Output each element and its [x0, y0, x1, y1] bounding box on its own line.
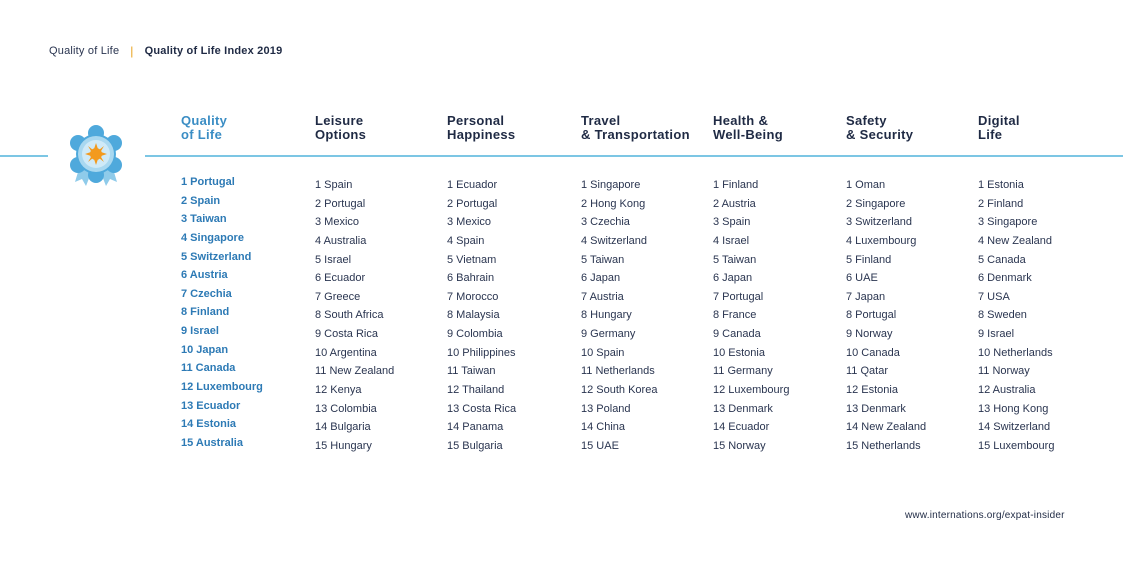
list-item: 3 Spain [713, 216, 751, 229]
list-item: 4 Israel [713, 234, 750, 247]
header-divider-left [0, 155, 48, 157]
column-header: Travel & Transportation [581, 113, 690, 142]
list-item: 4 Spain [447, 234, 485, 247]
list-item: 1 Ecuador [447, 179, 498, 191]
list-item: 2 Hong Kong [581, 197, 646, 210]
list-item: 11 Taiwan [447, 365, 496, 378]
list-item: 2 Finland [978, 197, 1024, 210]
list-item: 11 Canada [181, 362, 236, 375]
list-item: 13 Costa Rica [447, 402, 517, 415]
column-header: Safety & Security [846, 113, 914, 142]
list-item: 13 Denmark [713, 402, 773, 415]
list-item: 8 France [713, 309, 757, 322]
list-item: 2 Portugal [447, 197, 498, 210]
column-digital-life [978, 113, 1108, 452]
list-item: 2 Spain [181, 194, 221, 207]
list-item: 6 Japan [713, 272, 753, 285]
list-item: 3 Taiwan [181, 213, 227, 226]
list-item: 15 Australia [181, 436, 243, 449]
list-item: 15 Bulgaria [447, 439, 503, 452]
list-item: 9 Norway [846, 328, 893, 341]
list-item: 3 Mexico [315, 216, 360, 229]
list-item: 15 Hungary [315, 439, 372, 452]
list-item: 10 Argentina [315, 346, 377, 359]
list-item: 12 Luxembourg [181, 381, 263, 394]
list-item: 14 New Zealand [846, 421, 927, 434]
breadcrumb-separator: | [130, 44, 134, 58]
breadcrumb-current: Quality of Life Index 2019 [144, 45, 283, 57]
list-item: 2 Singapore [846, 197, 906, 210]
list-item: 5 Switzerland [181, 250, 252, 263]
list-item: 9 Costa Rica [315, 328, 378, 341]
list-item: 6 Japan [581, 272, 621, 285]
list-item: 9 Israel [978, 328, 1015, 341]
list-item: 11 Qatar [846, 365, 888, 378]
header-divider-right [145, 155, 1123, 157]
list-item: 1 Finland [713, 179, 759, 191]
list-item: 10 Netherlands [978, 346, 1053, 359]
list-item: 3 Czechia [581, 216, 630, 229]
list-item: 11 Germany [713, 365, 773, 378]
column-header: Digital Life [978, 113, 1020, 142]
list-item: 12 South Korea [581, 384, 658, 397]
list-item: 7 Japan [846, 290, 886, 303]
list-item: 8 Sweden [978, 309, 1027, 322]
list-item: 8 South Africa [315, 309, 384, 322]
list-item: 1 Oman [846, 179, 886, 191]
list-item: 13 Colombia [315, 402, 377, 415]
ranking-list [846, 176, 926, 456]
ranking-list [978, 176, 1054, 456]
list-item: 10 Estonia [713, 346, 765, 359]
list-item: 6 Austria [181, 269, 228, 282]
list-item: 4 Luxembourg [846, 234, 917, 247]
list-item: 9 Canada [713, 328, 761, 341]
list-item: 11 Norway [978, 365, 1030, 378]
list-item: 9 Colombia [447, 328, 503, 341]
ranking-list [447, 176, 516, 456]
list-item: 8 Malaysia [447, 309, 500, 322]
rosette-badge-icon [67, 124, 125, 188]
list-item: 11 Netherlands [581, 365, 655, 378]
list-item: 6 Denmark [978, 272, 1032, 285]
list-item: 4 New Zealand [978, 234, 1052, 247]
list-item: 12 Thailand [447, 384, 505, 397]
column-header: Leisure Options [315, 113, 367, 142]
column-travel-transportation [581, 113, 711, 452]
column-safety-security [846, 113, 976, 452]
list-item: 14 Panama [447, 421, 504, 434]
column-header: Personal Happiness [447, 113, 516, 142]
list-item: 9 Germany [581, 328, 636, 341]
column-header: Health & Well-Being [713, 113, 783, 142]
list-item: 7 Austria [581, 290, 624, 303]
column-header: Quality of Life [181, 113, 228, 142]
list-item: 8 Portugal [846, 309, 897, 322]
list-item: 1 Singapore [581, 179, 641, 191]
list-item: 5 Canada [978, 253, 1026, 266]
list-item: 14 Estonia [181, 418, 237, 431]
list-item: 12 Luxembourg [713, 384, 790, 397]
list-item: 2 Austria [713, 197, 756, 210]
list-item: 11 New Zealand [315, 365, 395, 378]
column-quality-of-life [181, 113, 311, 449]
list-item: 9 Israel [181, 325, 219, 338]
list-item: 4 Switzerland [581, 234, 648, 247]
list-item: 15 UAE [581, 439, 619, 452]
list-item: 15 Luxembourg [978, 439, 1055, 452]
ranking-list [315, 176, 394, 456]
list-item: 1 Estonia [978, 179, 1024, 191]
list-item: 5 Taiwan [581, 253, 625, 266]
list-item: 15 Norway [713, 439, 766, 452]
list-item: 7 Czechia [181, 287, 232, 300]
list-item: 2 Portugal [315, 197, 366, 210]
list-item: 4 Singapore [181, 231, 244, 244]
list-item: 12 Estonia [846, 384, 898, 397]
list-item: 8 Hungary [581, 309, 632, 322]
list-item: 13 Hong Kong [978, 402, 1049, 415]
list-item: 13 Ecuador [181, 399, 241, 412]
footer-url-link[interactable]: www.internations.org/expat-insider [905, 510, 1065, 521]
list-item: 5 Taiwan [713, 253, 757, 266]
list-item: 7 Greece [315, 290, 361, 303]
list-item: 6 Bahrain [447, 272, 495, 285]
ranking-list [713, 176, 789, 456]
list-item: 14 Bulgaria [315, 421, 371, 434]
column-leisure-options [315, 113, 445, 452]
list-item: 15 Netherlands [846, 439, 921, 452]
list-item: 7 USA [978, 290, 1010, 303]
list-item: 12 Australia [978, 384, 1036, 397]
list-item: 10 Canada [846, 346, 900, 359]
column-personal-happiness [447, 113, 577, 452]
list-item: 13 Poland [581, 402, 631, 415]
list-item: 10 Spain [581, 346, 625, 359]
list-item: 6 Ecuador [315, 272, 366, 285]
ranking-list [581, 176, 657, 456]
list-item: 3 Singapore [978, 216, 1038, 229]
list-item: 7 Portugal [713, 290, 764, 303]
list-item: 5 Vietnam [447, 253, 497, 266]
ranking-list [181, 173, 263, 453]
list-item: 3 Mexico [447, 216, 492, 229]
list-item: 13 Denmark [846, 402, 906, 415]
list-item: 14 Switzerland [978, 421, 1051, 434]
list-item: 14 Ecuador [713, 421, 770, 434]
list-item: 10 Japan [181, 343, 229, 356]
list-item: 6 UAE [846, 272, 878, 285]
list-item: 7 Morocco [447, 290, 499, 303]
breadcrumb-parent[interactable]: Quality of Life [49, 45, 120, 57]
breadcrumb [49, 44, 282, 58]
list-item: 8 Finland [181, 306, 230, 319]
column-health-well-being [713, 113, 843, 452]
list-item: 5 Finland [846, 253, 892, 266]
list-item: 1 Portugal [181, 176, 235, 188]
list-item: 3 Switzerland [846, 216, 913, 229]
list-item: 14 China [581, 421, 626, 434]
list-item: 12 Kenya [315, 384, 362, 397]
list-item: 4 Australia [315, 234, 367, 247]
list-item: 5 Israel [315, 253, 352, 266]
list-item: 1 Spain [315, 179, 353, 191]
list-item: 10 Philippines [447, 346, 516, 359]
